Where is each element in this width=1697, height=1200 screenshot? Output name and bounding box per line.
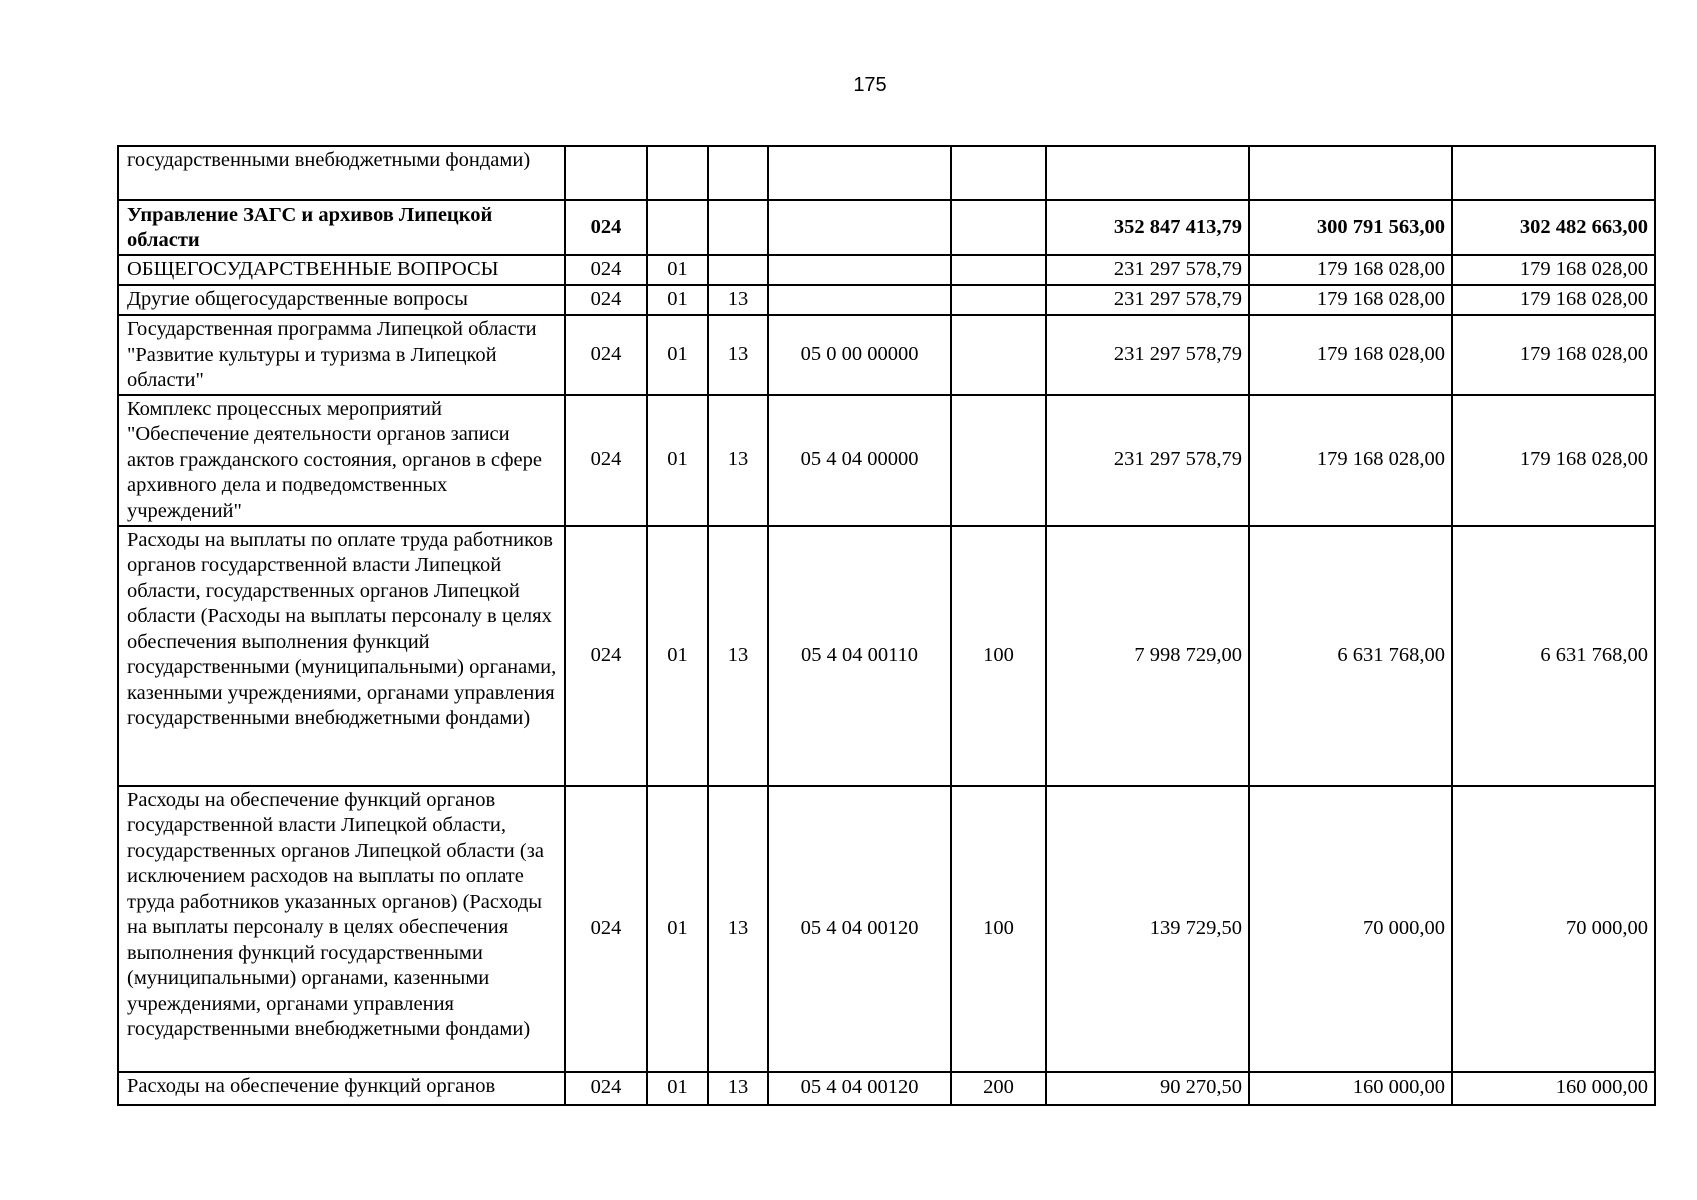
row-name-cell: Государственная программа Липецкой области "Развитие культуры и туризма в Липецкой области" [118, 315, 565, 395]
expense-type-cell [951, 255, 1046, 285]
amount-year-1-cell: 231 297 578,79 [1046, 395, 1249, 526]
row-name-cell: государственными внебюджетными фондами) [118, 146, 565, 200]
row-name-cell: Управление ЗАГС и архивов Липецкой области [118, 200, 565, 255]
amount-year-3-cell: 179 168 028,00 [1452, 315, 1655, 395]
table-row [118, 285, 1655, 315]
row-name-cell: Другие общегосударственные вопросы [118, 285, 565, 315]
amount-year-3-cell [1452, 146, 1655, 200]
amount-year-3-cell: 179 168 028,00 [1452, 255, 1655, 285]
subsection-code-cell [708, 255, 768, 285]
section-code-cell: 01 [647, 315, 708, 395]
amount-year-2-cell: 160 000,00 [1249, 1072, 1452, 1105]
expense-type-cell [951, 315, 1046, 395]
target-article-cell: 05 4 04 00110 [768, 526, 951, 786]
target-article-cell [768, 200, 951, 255]
subsection-code-cell: 13 [708, 285, 768, 315]
amount-year-3-cell: 70 000,00 [1452, 786, 1655, 1072]
row-name-cell: Комплекс процессных мероприятий "Обеспечение деятельности органов записи актов гражданского состояния, органов в сфере архивного дела и подведомственных учреждений" [118, 395, 565, 526]
section-code-cell: 01 [647, 786, 708, 1072]
table-row [118, 395, 1655, 526]
amount-year-1-cell: 352 847 413,79 [1046, 200, 1249, 255]
row-name-cell: Расходы на выплаты по оплате труда работников органов государственной власти Липецкой области, государственных органов Липецкой области (Расходы на выплаты персоналу в целях обеспечения выполнения функций государственными (муниципальными) органами, казенными учреждениями, органами управления государственными внебюджетными фондами) [118, 526, 565, 786]
amount-year-1-cell [1046, 146, 1249, 200]
amount-year-3-cell: 179 168 028,00 [1452, 285, 1655, 315]
table-row [118, 526, 1655, 786]
ministry-code-cell: 024 [565, 1072, 647, 1105]
target-article-cell: 05 0 00 00000 [768, 315, 951, 395]
amount-year-1-cell: 231 297 578,79 [1046, 315, 1249, 395]
table-row [118, 200, 1655, 255]
amount-year-1-cell: 90 270,50 [1046, 1072, 1249, 1105]
amount-year-2-cell: 300 791 563,00 [1249, 200, 1452, 255]
amount-year-2-cell [1249, 146, 1452, 200]
table-body [118, 146, 1655, 1105]
subsection-code-cell [708, 200, 768, 255]
amount-year-3-cell: 302 482 663,00 [1452, 200, 1655, 255]
section-code-cell: 01 [647, 285, 708, 315]
table-row [118, 255, 1655, 285]
row-name-cell: Расходы на обеспечение функций органов [118, 1072, 565, 1105]
amount-year-2-cell: 179 168 028,00 [1249, 315, 1452, 395]
subsection-code-cell: 13 [708, 786, 768, 1072]
row-name-cell: Расходы на обеспечение функций органов государственной власти Липецкой области, государственных органов Липецкой области (за исключением расходов на выплаты по оплате труда работников указанных органов) (Расходы на выплаты персоналу в целях обеспечения выполнения функций государственными (муниципальными) органами, казенными учреждениями, органами управления государственными внебюджетными фондами) [118, 786, 565, 1072]
amount-year-1-cell: 231 297 578,79 [1046, 255, 1249, 285]
section-code-cell: 01 [647, 255, 708, 285]
ministry-code-cell: 024 [565, 395, 647, 526]
section-code-cell: 01 [647, 526, 708, 786]
expense-type-cell [951, 200, 1046, 255]
budget-table [117, 145, 1656, 1106]
table-row [118, 146, 1655, 200]
amount-year-1-cell: 231 297 578,79 [1046, 285, 1249, 315]
expense-type-cell: 100 [951, 526, 1046, 786]
ministry-code-cell: 024 [565, 315, 647, 395]
subsection-code-cell: 13 [708, 395, 768, 526]
subsection-code-cell: 13 [708, 1072, 768, 1105]
expense-type-cell: 100 [951, 786, 1046, 1072]
target-article-cell: 05 4 04 00120 [768, 786, 951, 1072]
ministry-code-cell: 024 [565, 285, 647, 315]
target-article-cell [768, 285, 951, 315]
subsection-code-cell: 13 [708, 526, 768, 786]
expense-type-cell: 200 [951, 1072, 1046, 1105]
page-number: 175 [853, 74, 887, 96]
target-article-cell [768, 255, 951, 285]
target-article-cell: 05 4 04 00000 [768, 395, 951, 526]
amount-year-1-cell: 7 998 729,00 [1046, 526, 1249, 786]
ministry-code-cell: 024 [565, 200, 647, 255]
target-article-cell: 05 4 04 00120 [768, 1072, 951, 1105]
amount-year-2-cell: 179 168 028,00 [1249, 395, 1452, 526]
amount-year-1-cell: 139 729,50 [1046, 786, 1249, 1072]
subsection-code-cell: 13 [708, 315, 768, 395]
ministry-code-cell: 024 [565, 526, 647, 786]
expense-type-cell [951, 395, 1046, 526]
row-name-cell: ОБЩЕГОСУДАРСТВЕННЫЕ ВОПРОСЫ [118, 255, 565, 285]
section-code-cell: 01 [647, 1072, 708, 1105]
ministry-code-cell: 024 [565, 255, 647, 285]
table-row [118, 1072, 1655, 1105]
amount-year-2-cell: 179 168 028,00 [1249, 285, 1452, 315]
expense-type-cell [951, 285, 1046, 315]
expense-type-cell [951, 146, 1046, 200]
table-row [118, 315, 1655, 395]
amount-year-2-cell: 179 168 028,00 [1249, 255, 1452, 285]
section-code-cell: 01 [647, 395, 708, 526]
subsection-code-cell [708, 146, 768, 200]
amount-year-3-cell: 160 000,00 [1452, 1072, 1655, 1105]
ministry-code-cell: 024 [565, 786, 647, 1072]
section-code-cell [647, 200, 708, 255]
ministry-code-cell [565, 146, 647, 200]
amount-year-3-cell: 6 631 768,00 [1452, 526, 1655, 786]
target-article-cell [768, 146, 951, 200]
table-row [118, 786, 1655, 1072]
amount-year-3-cell: 179 168 028,00 [1452, 395, 1655, 526]
section-code-cell [647, 146, 708, 200]
amount-year-2-cell: 70 000,00 [1249, 786, 1452, 1072]
amount-year-2-cell: 6 631 768,00 [1249, 526, 1452, 786]
